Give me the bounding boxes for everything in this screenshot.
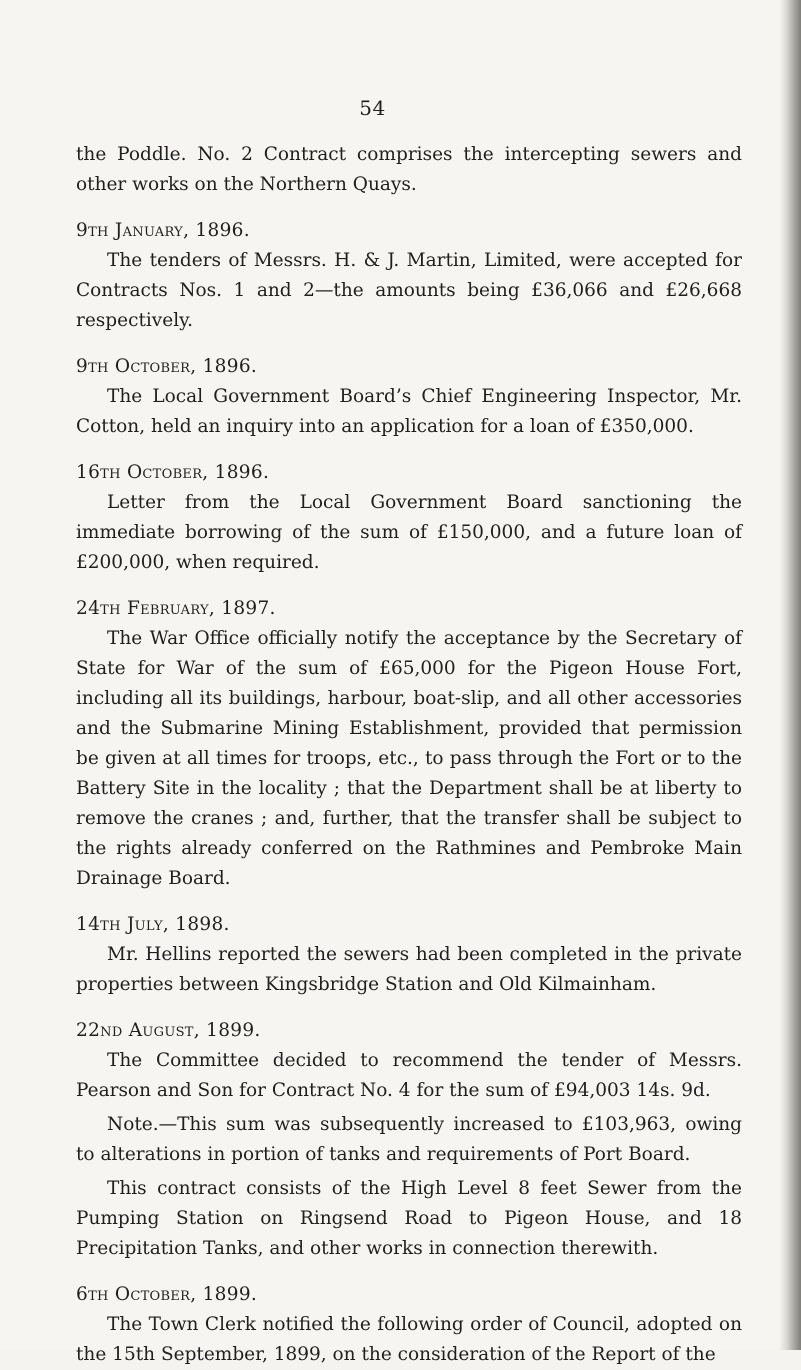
date-heading: 9th October, 1896. xyxy=(76,356,258,377)
date-heading: 22nd August, 1899. xyxy=(76,1020,261,1041)
paragraph: the Poddle. No. 2 Contract comprises the intercepting sewers and other works on the Northern Quays. xyxy=(76,144,742,195)
date-heading: 14th July, 1898. xyxy=(76,914,230,935)
date-heading: 9th January, 1896. xyxy=(76,220,250,241)
paragraph: The Town Clerk notified the following order of Council, adopted on the 15th September, 1899, on the consideration of the Report of the xyxy=(76,1314,742,1365)
paragraph: This contract consists of the High Level 8 feet Sewer from the Pumping Station on Ringsend Road to Pigeon House, and 18 Precipitation Tanks, and other works in connection therewith. xyxy=(76,1178,742,1259)
paragraph: The tenders of Messrs. H. & J. Martin, Limited, were accepted for Contracts Nos. 1 and 2—the amounts being £36,066 and £26,668 respectively. xyxy=(76,250,742,331)
paragraph: Mr. Hellins reported the sewers had been completed in the private properties between Kingsbridge Station and Old Kilmainham. xyxy=(76,944,742,995)
paragraph: The Committee decided to recommend the tender of Messrs. Pearson and Son for Contract No. 4 for the sum of £94,003 14s. 9d. xyxy=(76,1050,742,1101)
note-paragraph: Note.—This sum was subsequently increased to £103,963, owing to alterations in portion of tanks and requirements of Port Board. xyxy=(76,1114,742,1165)
paragraph: The War Office officially notify the acceptance by the Secretary of State for War of the sum of £65,000 for the Pigeon House Fort, including all its buildings, harbour, boat-slip, and all other accessories and the Submarine Mining Establishment, provided that permission be given at all times for troops, etc., to pass through the Fort or to the Battery Site in the locality ; that the Department shall be at liberty to remove the cranes ; and, further, that the transfer shall be subject to the rights already conferred on the Rathmines and Pembroke Main Drainage Board. xyxy=(76,628,742,889)
paragraph: Letter from the Local Government Board sanctioning the immediate borrowing of the sum of £150,000, and a future loan of £200,000, when required. xyxy=(76,492,742,573)
date-heading: 24th February, 1897. xyxy=(76,598,276,619)
paragraph: The Local Government Board’s Chief Engineering Inspector, Mr. Cotton, held an inquiry into an application for a loan of £350,000. xyxy=(76,386,742,437)
page-edge-shadow xyxy=(779,0,801,1350)
page-number: 54 xyxy=(359,96,386,120)
page-body xyxy=(76,140,742,1370)
date-heading: 6th October, 1899. xyxy=(76,1284,258,1305)
date-heading: 16th October, 1896. xyxy=(76,462,270,483)
